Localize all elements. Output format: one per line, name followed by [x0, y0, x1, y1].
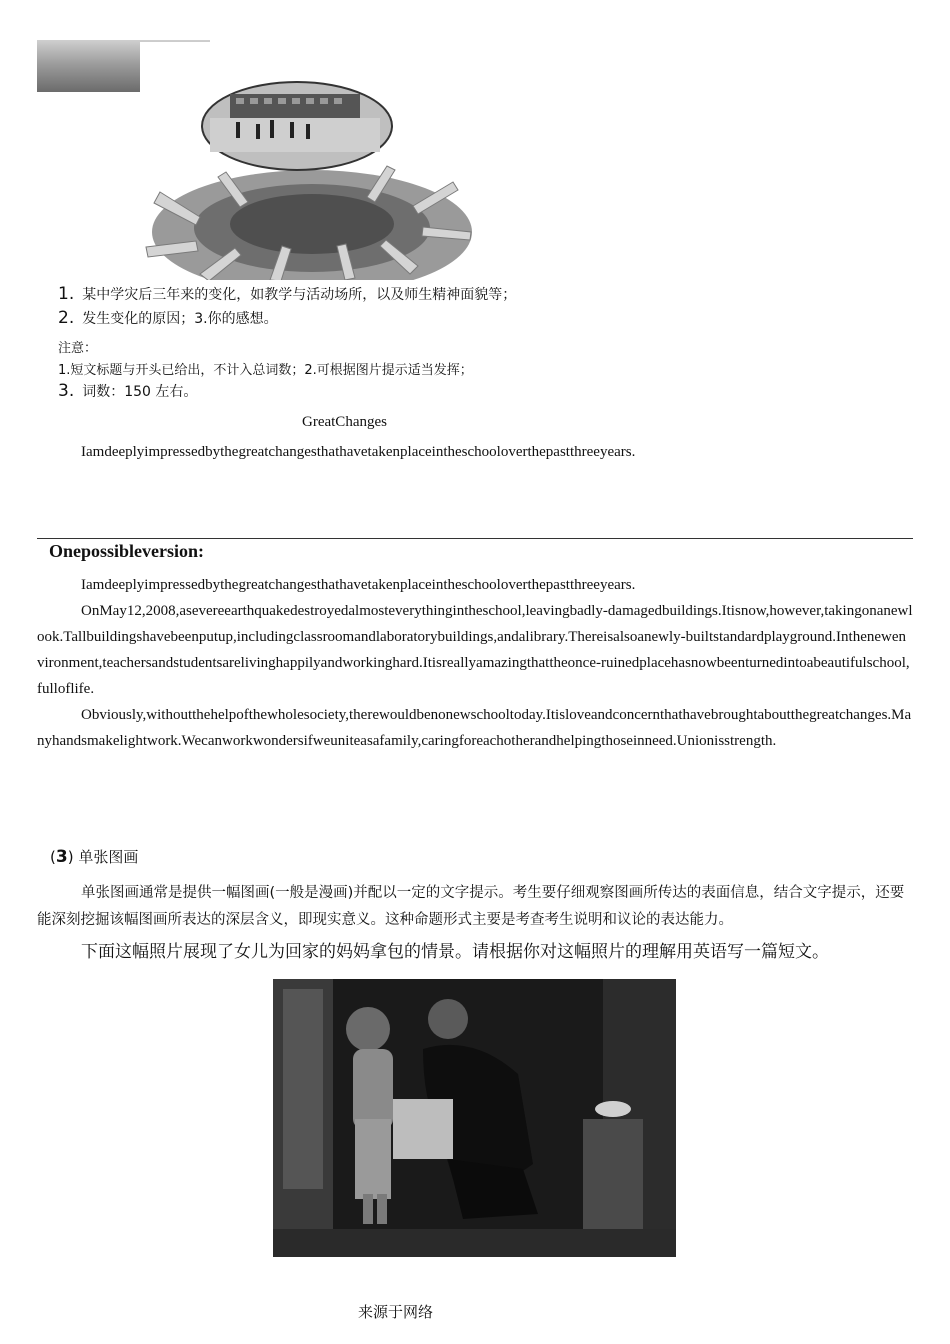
essay-paragraph: Obviously,withoutthehelpofthewholesociety,therewouldbenonewschooltoday.Itisloveandconcernthathavebroughtaboutthegreatchanges.Manyhandsmakelightwork.Wecanworkwondersifweuniteasafamily,caringforeachotherandhelpingthoseinneed.Unionisstrength. — [37, 707, 912, 749]
essay-paragraph: OnMay12,2008,asevereearthquakedestroyedalmosteverythingintheschool,leavingbadly-damagedbuildings.Itisnow,however,takingonanewlook.Tallbuildingshavebeenputup,includingclassroomandlaboratorybuildings,andalibrary.Thereisalsoanewly-builtstandardplayground.Inthenewenvironment,teachersandstudentsarelivinghappilyandworkinghard.Itisreallyamazingthattheonce-ruinedplacehasnowbeenturnedintoabeautifulschool,fulloflife. — [37, 603, 913, 697]
section-3-description: 单张图画通常是提供一幅图画(一般是漫画)并配以一定的文字提示。考生要仔细观察图画所传达的表面信息，结合文字提示，还要能深刻挖掘该幅图画所表达的深层含义，即现实意义。这种命题形式主要是考查考生说明和议论的表达能力。 — [37, 885, 905, 928]
essay-title: GreatChanges — [302, 414, 387, 430]
source-note: 来源于网络 — [358, 1305, 434, 1321]
notes-line-2: 3. 词数：150 左右。 — [58, 381, 198, 401]
section-3-task: 下面这幅照片展现了女儿为回家的妈妈拿包的情景。请根据你对这幅照片的理解用英语写一篇短文。 — [81, 942, 829, 962]
version-heading: Onepossibleversion: — [49, 541, 205, 561]
requirement-1: 1. 某中学灾后三年来的变化，如教学与活动场所，以及师生精神面貌等； — [58, 284, 517, 304]
essay-opening: Iamdeeplyimpressedbythegreatchangesthathavetakenplaceintheschooloverthepastthreeyears. — [81, 444, 636, 460]
notes-line-1: 1.短文标题与开头已给出，不计入总词数；2.可根据图片提示适当发挥； — [58, 363, 473, 378]
section-divider — [37, 538, 913, 539]
requirement-2: 2. 发生变化的原因；3.你的感想。 — [58, 308, 278, 328]
hands-circle-collage — [140, 42, 478, 280]
notes-heading: 注意： — [58, 341, 98, 356]
essay-paragraph: Iamdeeplyimpressedbythegreatchangesthathavetakenplaceintheschooloverthepastthreeyears. — [81, 577, 636, 593]
section-3-heading: (3) 单张图画 — [50, 847, 139, 867]
sample-essay — [37, 572, 913, 754]
mother-daughter-photo — [273, 979, 676, 1257]
